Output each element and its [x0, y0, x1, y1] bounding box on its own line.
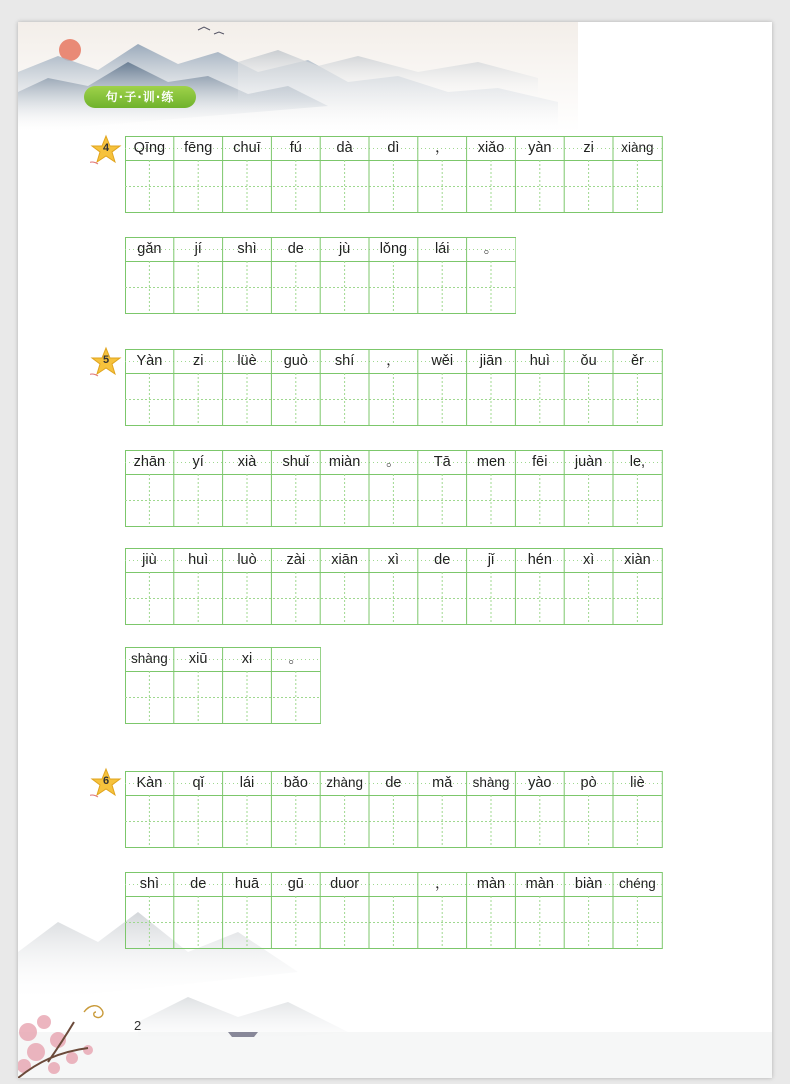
- grid-cell[interactable]: [271, 237, 319, 313]
- grid-cell[interactable]: [418, 548, 466, 624]
- pinyin-syllable: zi: [192, 353, 204, 369]
- pinyin-syllable: [369, 872, 418, 896]
- grid-cell[interactable]: [418, 872, 466, 948]
- pinyin-syllable: xià: [237, 454, 257, 470]
- pinyin-syllable: dà: [336, 140, 353, 156]
- pinyin-syllable: ，: [434, 876, 450, 892]
- pinyin-syllable: shàng: [131, 651, 168, 666]
- exercise-number: 5: [102, 354, 110, 366]
- pinyin-syllable: qǐ: [192, 775, 204, 791]
- pinyin-syllable: Qīng: [133, 140, 166, 156]
- pinyin-syllable: duor: [330, 876, 360, 892]
- pinyin-syllable: le,: [629, 454, 646, 470]
- grid-cell[interactable]: [515, 136, 563, 212]
- grid-cell[interactable]: [320, 136, 368, 212]
- exercise-number-star: [90, 767, 122, 799]
- grid-cell[interactable]: [418, 771, 466, 847]
- grid-cell[interactable]: [174, 136, 222, 212]
- grid-cell[interactable]: [271, 136, 319, 212]
- pinyin-syllable: Tā: [433, 454, 451, 470]
- grid-cell[interactable]: [271, 349, 319, 425]
- pinyin-syllable: jù: [338, 241, 351, 257]
- writing-grid-row: [125, 872, 662, 948]
- grid-cell[interactable]: [174, 872, 222, 948]
- grid-cell[interactable]: [515, 548, 563, 624]
- pinyin-syllable: gǎn: [137, 241, 162, 257]
- grid-cell[interactable]: [320, 771, 368, 847]
- writing-grid-row: [125, 136, 662, 212]
- grid-cell[interactable]: [223, 548, 271, 624]
- grid-cell[interactable]: [467, 450, 515, 526]
- worksheet-page: [18, 22, 772, 1078]
- grid-cell[interactable]: [125, 237, 173, 313]
- grid-cell[interactable]: [467, 771, 515, 847]
- pinyin-syllable: màn: [525, 876, 554, 892]
- pinyin-syllable: miàn: [328, 454, 361, 470]
- grid-cell[interactable]: [125, 349, 173, 425]
- grid-cell[interactable]: [320, 237, 368, 313]
- pinyin-syllable: fú: [289, 140, 302, 156]
- pinyin-syllable: yào: [528, 775, 552, 791]
- grid-cell[interactable]: [174, 548, 222, 624]
- pinyin-syllable: huā: [234, 876, 260, 892]
- grid-cell[interactable]: [564, 872, 612, 948]
- pinyin-syllable: xiàng: [621, 140, 654, 155]
- pinyin-syllable: jí: [194, 241, 202, 257]
- writing-grid-row: [125, 647, 320, 723]
- grid-cell[interactable]: [564, 349, 612, 425]
- pinyin-syllable: shì: [139, 876, 160, 892]
- pinyin-syllable: zài: [286, 552, 306, 568]
- grid-cell[interactable]: [467, 872, 515, 948]
- pinyin-syllable: xiǎo: [477, 140, 505, 156]
- grid-cell[interactable]: [320, 349, 368, 425]
- grid-cell[interactable]: [418, 450, 466, 526]
- pinyin-syllable: xì: [582, 552, 595, 568]
- pinyin-syllable: shàng: [472, 775, 510, 790]
- pinyin-syllable: liè: [630, 775, 645, 791]
- grid-cell[interactable]: [125, 771, 173, 847]
- grid-cell[interactable]: [125, 548, 173, 624]
- grid-cell[interactable]: [271, 771, 319, 847]
- pinyin-syllable: biàn: [574, 876, 603, 892]
- pinyin-syllable: wěi: [431, 353, 454, 369]
- pinyin-syllable: de: [190, 876, 207, 892]
- pinyin-syllable: men: [476, 454, 506, 470]
- pinyin-syllable: shuǐ: [282, 454, 310, 470]
- pinyin-syllable: 。: [288, 651, 304, 667]
- grid-cell[interactable]: [125, 647, 173, 723]
- grid-cell[interactable]: [320, 548, 368, 624]
- pinyin-syllable: jiān: [479, 353, 503, 369]
- pinyin-syllable: xiū: [188, 651, 208, 667]
- grid-cell[interactable]: [369, 872, 417, 948]
- pinyin-syllable: de: [385, 775, 402, 791]
- grid-cell[interactable]: [369, 450, 417, 526]
- grid-cell[interactable]: [467, 237, 515, 313]
- grid-cell[interactable]: [271, 872, 319, 948]
- exercise-number: 4: [102, 142, 110, 154]
- pinyin-syllable: lǒng: [379, 241, 408, 257]
- grid-cell[interactable]: [174, 450, 222, 526]
- grid-cell[interactable]: [613, 872, 661, 948]
- grid-cell[interactable]: [467, 548, 515, 624]
- pinyin-syllable: pò: [580, 775, 597, 791]
- grid-cell[interactable]: [418, 136, 466, 212]
- pinyin-syllable: hén: [527, 552, 552, 568]
- pinyin-syllable: huì: [188, 552, 209, 568]
- pinyin-syllable: lái: [434, 241, 450, 257]
- grid-cell[interactable]: [515, 450, 563, 526]
- grid-cell[interactable]: [515, 349, 563, 425]
- grid-cell[interactable]: [467, 349, 515, 425]
- exercise-number: 6: [102, 775, 110, 787]
- pinyin-syllable: Kàn: [136, 775, 163, 791]
- grid-cell[interactable]: [369, 349, 417, 425]
- pinyin-syllable: bǎo: [283, 775, 308, 791]
- page-number: 2: [134, 1018, 142, 1033]
- grid-cell[interactable]: [418, 349, 466, 425]
- grid-cell[interactable]: [613, 136, 661, 212]
- pinyin-syllable: fēi: [532, 454, 548, 470]
- grid-cell[interactable]: [271, 548, 319, 624]
- grid-cell[interactable]: [271, 647, 319, 723]
- pinyin-syllable: Yàn: [136, 353, 163, 369]
- pinyin-syllable: shí: [334, 353, 355, 369]
- grid-cell[interactable]: [125, 136, 173, 212]
- pinyin-syllable: zhān: [133, 454, 166, 470]
- grid-cell[interactable]: [174, 771, 222, 847]
- pinyin-syllable: juàn: [574, 454, 603, 470]
- grid-cell[interactable]: [369, 771, 417, 847]
- grid-cell[interactable]: [613, 771, 661, 847]
- grid-cell[interactable]: [174, 237, 222, 313]
- grid-cell[interactable]: [223, 136, 271, 212]
- grid-cell[interactable]: [125, 872, 173, 948]
- grid-cell[interactable]: [515, 872, 563, 948]
- pinyin-syllable: dì: [387, 140, 400, 156]
- pinyin-syllable: luò: [237, 552, 257, 568]
- cloud-swirl-icon: [84, 1006, 103, 1018]
- boat-icon: [228, 1032, 258, 1037]
- pinyin-syllable: jiù: [142, 552, 157, 568]
- grid-cell[interactable]: [515, 771, 563, 847]
- pinyin-syllable: chéng: [619, 876, 656, 891]
- grid-cell[interactable]: [320, 450, 368, 526]
- pinyin-syllable: mǎ: [432, 775, 453, 791]
- writing-grid-row: [125, 548, 662, 624]
- pinyin-syllable: ，: [386, 353, 401, 369]
- grid-cell[interactable]: [613, 349, 661, 425]
- grid-cell[interactable]: [564, 450, 612, 526]
- grid-cell[interactable]: [271, 450, 319, 526]
- grid-cell[interactable]: [369, 548, 417, 624]
- pinyin-syllable: xiàn: [624, 552, 651, 568]
- grid-cell[interactable]: [467, 136, 515, 212]
- pinyin-syllable: 。: [483, 241, 499, 257]
- writing-grid-row: [125, 771, 662, 847]
- pinyin-syllable: shì: [237, 241, 257, 257]
- grid-cell[interactable]: [418, 237, 466, 313]
- pinyin-syllable: huì: [529, 353, 550, 369]
- pinyin-syllable: yàn: [528, 140, 552, 156]
- exercise-number-star: [90, 346, 122, 378]
- grid-cell[interactable]: [369, 237, 417, 313]
- pinyin-syllable: 。: [386, 454, 401, 470]
- grid-cell[interactable]: [564, 771, 612, 847]
- grid-cell[interactable]: [613, 548, 661, 624]
- pinyin-syllable: lái: [239, 775, 255, 791]
- grid-cell[interactable]: [613, 450, 661, 526]
- pinyin-syllable: fēng: [184, 140, 213, 156]
- grid-cell[interactable]: [369, 136, 417, 212]
- writing-grid-row: [125, 349, 662, 425]
- pinyin-syllable: zi: [583, 140, 594, 156]
- exercise-number-star: [90, 134, 122, 166]
- pinyin-syllable: xi: [241, 651, 253, 667]
- grid-cell[interactable]: [320, 872, 368, 948]
- grid-cell[interactable]: [223, 349, 271, 425]
- pinyin-syllable: màn: [476, 876, 506, 892]
- pinyin-syllable: chuī: [233, 140, 261, 156]
- grid-cell[interactable]: [223, 647, 271, 723]
- grid-cell[interactable]: [223, 237, 271, 313]
- pinyin-syllable: xiān: [331, 552, 358, 568]
- grid-cell[interactable]: [125, 450, 173, 526]
- writing-grid-row: [125, 450, 662, 526]
- grid-cell[interactable]: [223, 771, 271, 847]
- writing-grid-row: [125, 237, 515, 313]
- pinyin-syllable: de: [287, 241, 304, 257]
- grid-cell[interactable]: [564, 136, 612, 212]
- section-badge: 句·子·训·练: [84, 86, 196, 108]
- grid-cell[interactable]: [223, 872, 271, 948]
- pinyin-syllable: jǐ: [487, 552, 495, 568]
- pinyin-syllable: guò: [283, 353, 308, 369]
- pinyin-syllable: gū: [287, 876, 304, 892]
- grid-cell[interactable]: [174, 349, 222, 425]
- grid-cell[interactable]: [564, 548, 612, 624]
- pinyin-syllable: ěr: [630, 353, 644, 369]
- pinyin-syllable: yí: [192, 454, 204, 470]
- pinyin-syllable: ǒu: [580, 353, 597, 369]
- pinyin-syllable: zhàng: [326, 775, 363, 790]
- grid-cell[interactable]: [223, 450, 271, 526]
- grid-cell[interactable]: [174, 647, 222, 723]
- pinyin-syllable: xì: [387, 552, 400, 568]
- pinyin-syllable: lüè: [237, 353, 257, 369]
- pinyin-syllable: ，: [434, 140, 450, 156]
- pinyin-syllable: de: [434, 552, 451, 568]
